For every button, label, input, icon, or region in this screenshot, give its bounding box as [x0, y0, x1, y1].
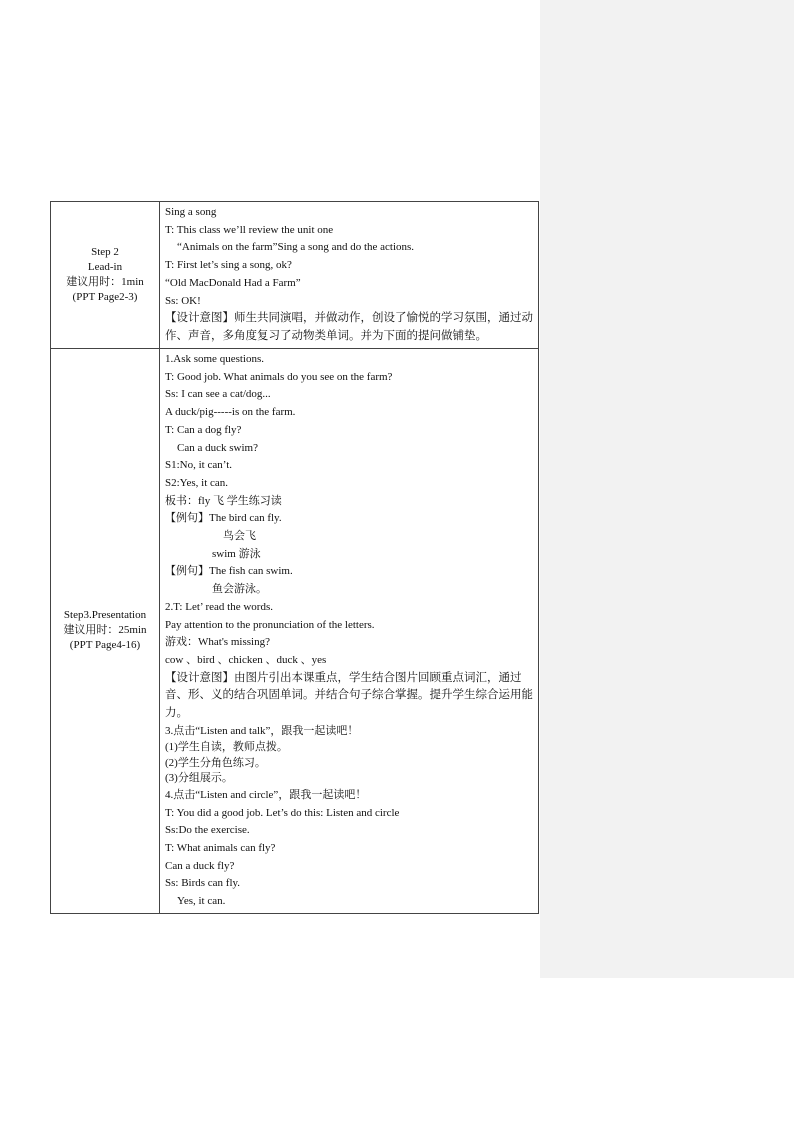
content-line: Can a duck swim?: [177, 441, 258, 454]
content-line: T: What animals can fly?: [165, 842, 276, 855]
content-line: 【例句】The fish can swim.: [165, 565, 293, 578]
table-row: [51, 349, 539, 914]
content-line: 板书：fly 飞 学生练习读: [165, 494, 282, 507]
step-label-line: Lead-in: [87, 261, 123, 273]
content-line: Ss: Birds can fly.: [165, 877, 241, 890]
content-line: (2)学生分角色练习。: [165, 756, 266, 769]
content-line: “Old MacDonald Had a Farm”: [165, 276, 301, 289]
step-label-cell: [51, 202, 160, 349]
comment-pane: [540, 0, 794, 978]
content-line: Ss: I can see a cat/dog...: [165, 388, 271, 401]
content-line: cow 、bird 、chicken 、duck 、yes: [165, 653, 327, 666]
step-label-line: Step 2: [91, 246, 119, 258]
content-line: 【例句】The bird can fly.: [165, 512, 282, 525]
content-line: 鱼会游泳。: [212, 583, 267, 596]
content-line: A duck/pig-----is on the farm.: [165, 406, 296, 419]
content-line: 【设计意图】师生共同演唱，并做动作，创设了愉悦的学习氛围，通过动作、声音，多角度复习了动物类单词。并为下面的提问做铺垫。: [165, 312, 533, 342]
content-line: Can a duck fly?: [165, 859, 235, 872]
content-line: Sing a song: [165, 206, 217, 218]
content-line: T: This class we’ll review the unit one: [165, 223, 334, 236]
content-line: T: You did a good job. Let’s do this: Listen and circle: [165, 806, 400, 819]
content-line: 4.点击“Listen and circle”，跟我一起读吧！: [165, 788, 367, 801]
content-line: 【设计意图】由图片引出本课重点，学生结合图片回顾重点词汇，通过音、形、义的结合巩固单词。并结合句子综合掌握。提升学生综合运用能力。: [165, 671, 533, 720]
content-line: 游戏：What's missing?: [165, 636, 270, 649]
content-line: swim 游泳: [212, 547, 261, 560]
content-line: Ss:Do the exercise.: [165, 824, 250, 837]
content-line: 鸟会飞: [223, 530, 256, 543]
content-line: 3.点击“Listen and talk”，跟我一起读吧！: [165, 724, 359, 737]
step-label-line: Step3.Presentation: [63, 609, 147, 622]
step-label-line: (PPT Page4-16): [69, 639, 141, 652]
content-line: 1.Ask some questions.: [165, 353, 264, 365]
step-label-line: 建议用时：1min: [66, 276, 144, 288]
content-line: T: Good job. What animals do you see on the farm?: [165, 370, 393, 383]
content-line: (1)学生自读，教师点拨。: [165, 741, 288, 754]
step-content-cell: [160, 349, 539, 914]
content-line: Ss: OK!: [165, 294, 201, 307]
content-line: S1:No, it can’t.: [165, 459, 233, 472]
content-line: Pay attention to the pronunciation of the letters.: [165, 618, 375, 631]
content-line: T: First let’s sing a song, ok?: [165, 259, 292, 272]
content-line: T: Can a dog fly?: [165, 423, 242, 436]
lesson-plan-table: [50, 201, 539, 914]
content-line: Yes, it can.: [177, 895, 226, 908]
content-line: 2.T: Let’ read the words.: [165, 600, 273, 613]
step-label-cell: [51, 349, 160, 914]
step-content-cell: [160, 202, 539, 349]
content-line: “Animals on the farm”Sing a song and do the actions.: [177, 241, 415, 254]
step-label-line: (PPT Page2-3): [72, 291, 138, 303]
content-line: S2:Yes, it can.: [165, 476, 229, 489]
table-row: [51, 202, 539, 349]
step-label-line: 建议用时：25min: [63, 624, 147, 637]
content-line: (3)分组展示。: [165, 772, 233, 785]
